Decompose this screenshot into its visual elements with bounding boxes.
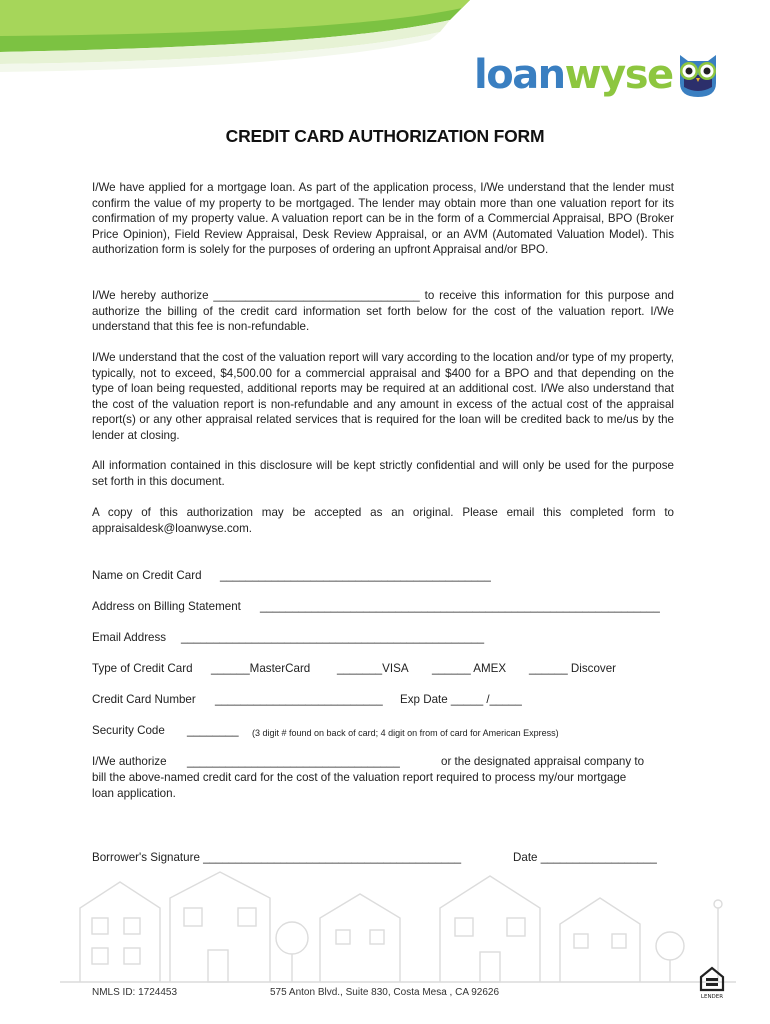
cost-paragraph: I/We understand that the cost of the valuation report will vary according to the location and/or type of my property, typically, not to exceed, $4,500.00 for a commercial appraisal and $400 for a BPO and that depending on the type of loan being requested, additional reports may be required at an additional cost. I/We also understand that the cost of the valuation report is non-refundable and any amount in excess of the actual cost of the appraisal report(s) or any other appraisal related services that is required for the loan will be credited back to me/us by the lender at closing.	[92, 351, 674, 442]
date-field[interactable]: Date __________________	[513, 851, 657, 864]
card-type-label: Type of Credit Card	[92, 662, 193, 675]
security-code-label: Security Code	[92, 724, 165, 737]
authorize-text-line3: loan application.	[92, 787, 176, 800]
equal-housing-lender-icon	[698, 964, 726, 1000]
mastercard-option[interactable]: ______MasterCard	[211, 662, 311, 675]
header-swoosh	[0, 0, 470, 75]
owl-icon	[674, 49, 722, 99]
logo-text-wyse: wyse	[564, 52, 673, 98]
nmls-id: NMLS ID: 1724453	[92, 987, 178, 998]
eho-label: LENDER	[700, 994, 724, 1000]
intro-paragraph: I/We have applied for a mortgage loan. As part of the application process, I/We understand that the lender must confirm the value of my property to be mortgaged. The lender may obtain more than one valuation report for its confirmation of my property value. A valuation report can be in the form of a Commercial Appraisal, BPO (Broker Price Opinion), Field Review Appraisal, Desk Review Appraisal, or an AVM (Automated Valuation Model). This authorization form is solely for the purposes of ordering an upfront Appraisal and/or BPO.	[92, 181, 674, 256]
name-on-card-field[interactable]: __________________________________________	[220, 569, 491, 582]
billing-address-label: Address on Billing Statement	[92, 600, 241, 613]
company-address: 575 Anton Blvd., Suite 830, Costa Mesa , CA 92626	[270, 987, 500, 998]
authorize-rest-text: or the designated appraisal company to	[441, 755, 645, 768]
amex-option[interactable]: ______ AMEX	[432, 662, 507, 675]
visa-option[interactable]: _______VISA	[337, 662, 409, 675]
authorize-text-line2: bill the above-named credit card for the cost of the valuation report required to process my/our mortgage	[92, 771, 627, 784]
borrower-signature-field[interactable]: Borrower's Signature ________________________________________	[92, 851, 462, 864]
card-number-field[interactable]: __________________________	[215, 693, 383, 706]
email-field[interactable]: _______________________________________________	[181, 631, 485, 644]
loanwyse-logo	[474, 47, 724, 103]
billing-address-field[interactable]: ______________________________________________________________	[260, 600, 660, 613]
confidential-paragraph: All information contained in this disclosure will be kept strictly confidential and will only be used for the purpose set forth in this document.	[92, 459, 674, 488]
authorize-label: I/We authorize	[92, 755, 167, 768]
name-on-card-label: Name on Credit Card	[92, 569, 202, 582]
logo-text-loan: loan	[474, 52, 565, 98]
security-code-note: (3 digit # found on back of card; 4 digit on from of card for American Express)	[252, 728, 559, 738]
security-code-field[interactable]: ________	[187, 724, 239, 737]
card-number-label: Credit Card Number	[92, 693, 196, 706]
form-title: CREDIT CARD AUTHORIZATION FORM	[225, 126, 545, 146]
copy-paragraph: A copy of this authorization may be accepted as an original. Please email this completed form to appraisaldesk@loanwyse.com.	[92, 506, 674, 535]
discover-option[interactable]: ______ Discover	[529, 662, 617, 675]
exp-date-field[interactable]: Exp Date _____ /_____	[400, 693, 522, 706]
authorize-paragraph: I/We hereby authorize ________________________________ to receive this information for this purpose and authorize the billing of the credit card information set forth below for the cost of the valuation report. I/We understand that this fee is non-refundable.	[92, 289, 674, 333]
email-label: Email Address	[92, 631, 167, 644]
houses-illustration	[60, 868, 736, 988]
authorize-field[interactable]: _________________________________	[187, 755, 400, 768]
